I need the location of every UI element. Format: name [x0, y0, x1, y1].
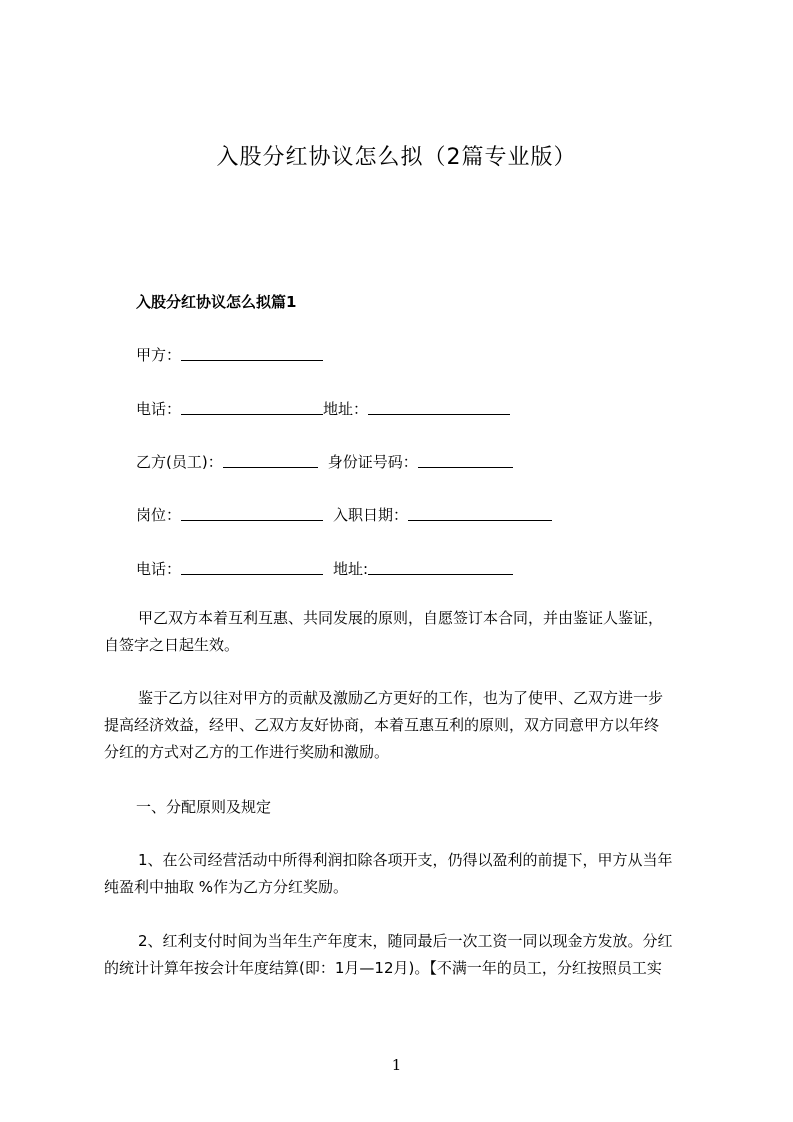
item-2-line-2: 的统计计算年按会计年度结算(即：1月—12月)。【不满一年的员工，分红按照员工实	[104, 959, 662, 977]
position-label: 岗位：	[136, 506, 182, 524]
hire-date-label: 入职日期：	[333, 506, 409, 524]
paragraph-2-line-1: 鉴于乙方以往对甲方的贡献及激励乙方更好的工作，也为了使甲、乙双方进一步	[138, 689, 664, 707]
party-a-blank	[181, 345, 323, 361]
item-2	[104, 928, 710, 982]
party-b-blank	[223, 452, 318, 468]
paragraph-2	[104, 685, 710, 766]
item-1	[104, 847, 710, 901]
address2-label: 地址:	[333, 560, 369, 578]
phone-address-row-2	[136, 559, 513, 579]
party-a-label: 甲方：	[136, 346, 182, 364]
position-row	[136, 505, 552, 525]
id-label: 身份证号码：	[327, 453, 418, 471]
address1-blank	[368, 399, 510, 415]
section-1-heading: 一、分配原则及规定	[136, 798, 272, 816]
party-b-row	[136, 452, 513, 472]
phone2-blank	[181, 559, 323, 575]
item-2-line-1: 2、红利支付时间为当年生产年度末，随同最后一次工资一同以现金方发放。分红	[138, 932, 673, 950]
item-1-line-1: 1、在公司经营活动中所得利润扣除各项开支，仍得以盈利的前提下，甲方从当年	[138, 851, 673, 869]
paragraph-2-line-2: 提高经济效益，经甲、乙双方友好协商，本着互惠互利的原则，双方同意甲方以年终	[104, 716, 660, 734]
paragraph-1-line-1: 甲乙双方本着互利互惠、共同发展的原则，自愿签订本合同，并由鉴证人鉴证，	[138, 609, 664, 627]
position-blank	[181, 505, 323, 521]
paragraph-1	[104, 605, 710, 659]
section-heading: 入股分红协议怎么拟篇1	[136, 293, 297, 311]
paragraph-2-line-3: 分红的方式对乙方的工作进行奖励和激励。	[104, 743, 390, 761]
paragraph-1-line-2: 自签字之日起生效。	[104, 636, 240, 654]
page-number: 1	[391, 1056, 402, 1074]
document-title: 入股分红协议怎么拟（2篇专业版）	[216, 145, 577, 170]
id-blank	[418, 452, 513, 468]
party-b-label: 乙方(员工)：	[136, 453, 223, 471]
hire-date-blank	[408, 505, 552, 521]
party-a-row	[136, 345, 323, 365]
phone1-blank	[181, 399, 323, 415]
phone-address-row-1	[136, 399, 510, 419]
phone2-label: 电话：	[136, 560, 182, 578]
address1-label: 地址：	[323, 400, 369, 418]
address2-blank	[368, 559, 513, 575]
phone1-label: 电话：	[136, 400, 182, 418]
item-1-line-2: 纯盈利中抽取 %作为乙方分红奖励。	[104, 878, 349, 896]
